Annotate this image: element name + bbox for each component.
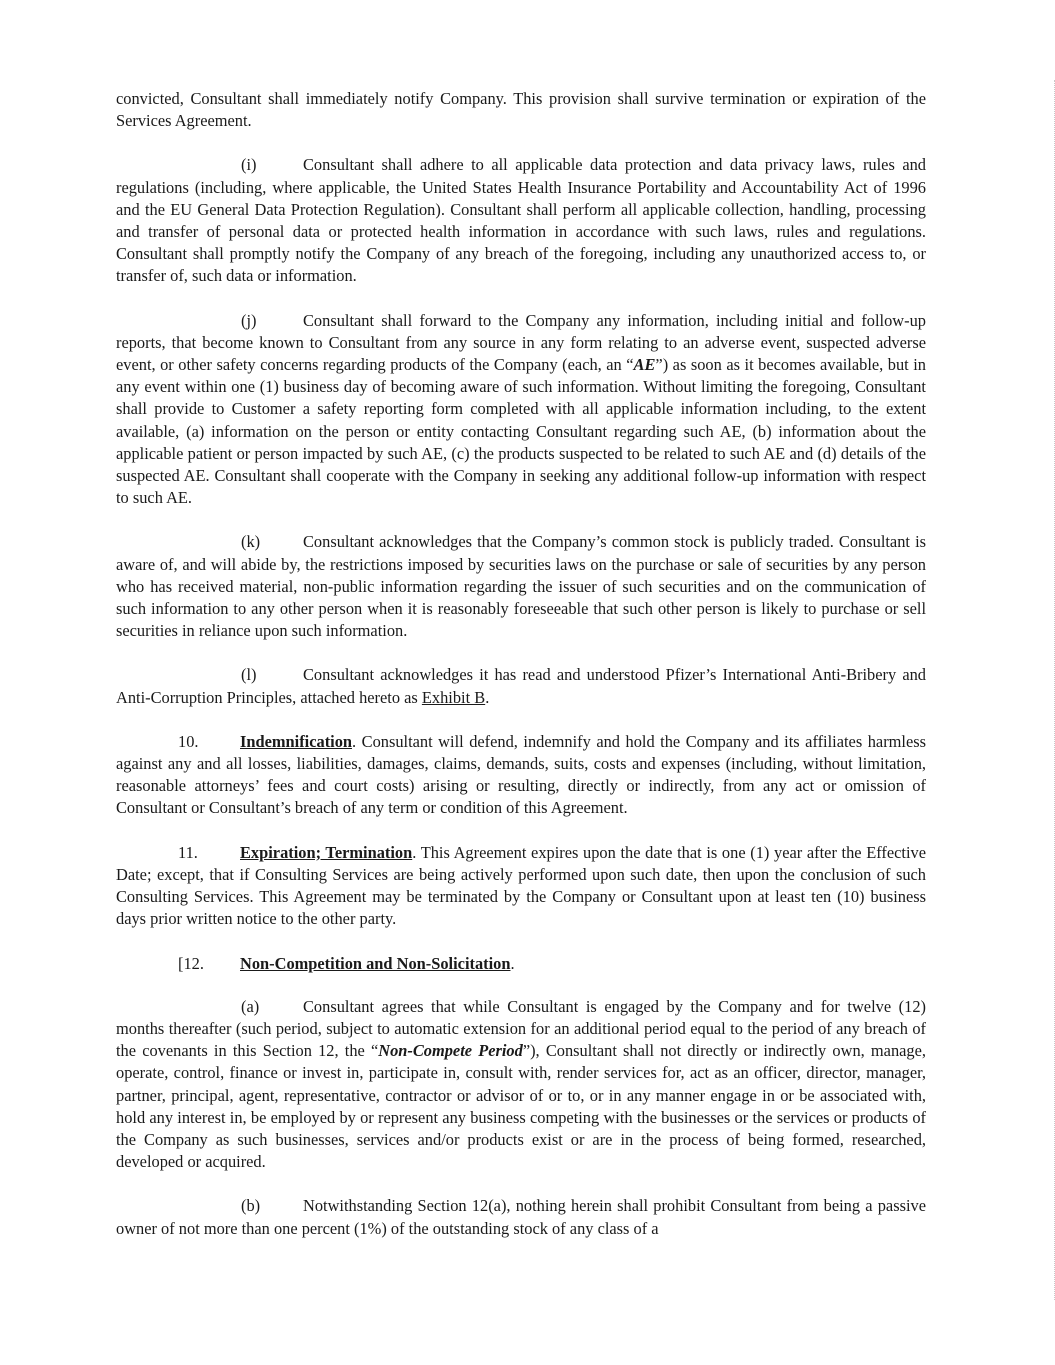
paragraph-j <box>116 310 926 510</box>
defined-term: Non-Compete Period <box>378 1041 523 1061</box>
defined-term: AE <box>633 355 656 375</box>
paragraph-text: Consultant acknowledges it has read and understood Pfizer’s International Anti-Bribery and Anti-Corruption Principles, attached hereto as <box>116 665 926 707</box>
section-text: . Consultant will defend, indemnify and hold the Company and its affiliates harmless against any and all losses, liabilities, damages, claims, demands, suits, costs and expenses (including, without limitation, reasonable attorneys’ fees and court costs) arising or resulting, directly or indirectly, from any act or omission of Consultant or Consultant’s breach of any term or condition of this Agreement. <box>116 731 926 818</box>
section-text: . This Agreement expires upon the date that is one (1) year after the Effective Date; except, that if Consulting Services are being actively performed upon such date, then upon the conclusion of such Consulting Services. This Agreement may be terminated by the Company or Consultant upon at least ten (10) business days prior written notice to the other party. <box>116 842 926 929</box>
section-heading: Indemnification <box>240 731 353 751</box>
paragraph-text: ”), Consultant shall not directly or indirectly own, manage, operate, control, finance or invest in, participate in, consult with, render services for, act as an officer, director, manager, partner, principal, agent, representative, contractor or advisor of or to, or in any manner engage in or be associated with, hold any interest in, be employed by or represent any business competing with the businesses or the services or products of the Company as such businesses, services and/or products exist or are in the process of being formed, researched, developed or acquired. <box>116 1041 926 1172</box>
paragraph-label: (i) <box>241 155 257 175</box>
paragraph-b <box>116 1195 926 1239</box>
section-11 <box>116 842 926 931</box>
section-heading: Expiration; Termination <box>240 842 413 862</box>
paragraph-label: (k) <box>241 532 261 552</box>
section-10 <box>116 731 926 820</box>
paragraph-text: Consultant acknowledges that the Company’s common stock is publicly traded. Consultant is aware of, and will abide by, the restrictions imposed by securities laws on the purchase or sale of securities by any person who has received material, non-public information regarding the issuer of such securities and on the communication of such information to any other person when it is reasonably foreseeable that such other person is likely to purchase or sell securities in reliance upon such information. <box>116 532 926 641</box>
section-number: 11. <box>178 842 198 862</box>
paragraph-text: Notwithstanding Section 12(a), nothing herein shall prohibit Consultant from being a passive owner of not more than one percent (1%) of the outstanding stock of any class of a <box>116 1196 926 1238</box>
paragraph-text: Consultant agrees that while Consultant is engaged by the Company and for twelve (12) months thereafter (such period, subject to automatic extension for an additional period equal to the period of any breach of the covenants in this Section 12, the “ <box>116 996 926 1061</box>
paragraph-a <box>116 996 926 1174</box>
paragraph-text: convicted, Consultant shall immediately notify Company. This provision shall survive termination or expiration of the Services Agreement. <box>116 89 926 131</box>
paragraph-k <box>116 531 926 642</box>
paragraph-label: (a) <box>241 996 260 1016</box>
exhibit-reference: Exhibit B <box>421 687 486 707</box>
section-number: 10. <box>178 731 199 751</box>
paragraph-text: ”) as soon as it becomes available, but in any event within one (1) business day of becoming aware of such information. Without limiting the foregoing, Consultant shall provide to Customer a safety reporting form completed with all applicable information including, to the extent available, (a) information on the person or entity contacting Consultant regarding such AE, (b) information about the applicable patient or person impacted by such AE, (c) the products suspected to be related to such AE and (d) details of the suspected AE. Consultant shall cooperate with the Company in seeking any additional follow-up information with respect to such AE. <box>116 355 926 508</box>
paragraph-l <box>116 664 926 708</box>
paragraph-text: Consultant shall adhere to all applicable data protection and data privacy laws, rules and regulations (including, where applicable, the United States Health Insurance Portability and Accountability Act of 1996 and the EU General Data Protection Regulation). Consultant shall perform all applicable collection, handling, processing and transfer of personal data or protected health information in accordance with such laws, rules and regulations. Consultant shall promptly notify the Company of any breach of the foregoing, including any unauthorized access to, or transfer of, such data or information. <box>116 155 926 286</box>
paragraph-label: (j) <box>241 310 257 330</box>
section-heading: Non-Competition and Non-Solicitation <box>240 953 511 973</box>
paragraph-text: Consultant shall forward to the Company any information, including initial and follow-up reports, that become known to Consultant from any source in any form relating to an adverse event, suspected adverse event, or other safety concerns regarding products of the Company (each, an “ <box>116 310 926 375</box>
paragraph-label: (l) <box>241 665 257 685</box>
section-number: [12. <box>178 953 204 973</box>
scan-edge-marks <box>1051 80 1055 1300</box>
paragraph-label: (b) <box>241 1196 261 1216</box>
paragraph-continuation <box>116 88 926 132</box>
paragraph-text: . <box>485 687 490 707</box>
section-12 <box>116 953 926 975</box>
section-text: . <box>510 953 515 973</box>
paragraph-i <box>116 154 926 287</box>
document-page <box>116 88 926 1262</box>
